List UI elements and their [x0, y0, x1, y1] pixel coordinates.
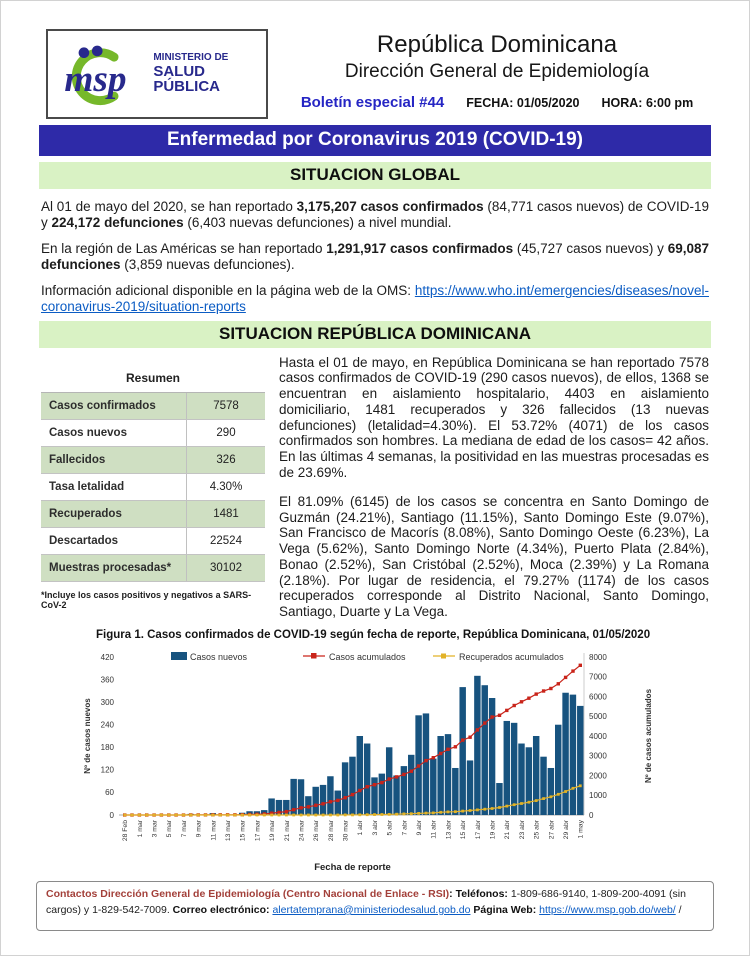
bar-casos-nuevos [562, 693, 568, 815]
line-marker [483, 808, 486, 811]
right-axis-tick-label: 0 [589, 810, 594, 820]
line-marker [278, 814, 281, 817]
line-marker [564, 676, 567, 679]
row-value: 290 [216, 426, 236, 439]
right-axis-tick-label: 4000 [589, 731, 607, 741]
x-axis-tick-label: 13 abr [445, 820, 453, 840]
line-marker [424, 759, 427, 762]
right-axis-title: Nº de casos acumulados [644, 688, 653, 784]
figure1-caption: Figura 1. Casos confirmados de COVID-19 según fecha de reporte, República Dominicana, 01/05/2020 [96, 629, 651, 642]
left-axis-tick-label: 360 [100, 675, 114, 685]
bar-casos-nuevos [540, 757, 546, 815]
bar-casos-nuevos [393, 776, 399, 816]
line-marker [138, 814, 141, 817]
line-marker [329, 800, 332, 803]
bar-casos-nuevos [504, 721, 510, 815]
line-marker [381, 813, 384, 816]
line-marker [263, 814, 266, 817]
bold-segment: 3,175,207 casos confirmados [296, 199, 484, 214]
line-marker [571, 669, 574, 672]
x-axis-tick-label: 30 mar [342, 820, 350, 842]
bar-casos-nuevos [474, 676, 480, 815]
line-marker [219, 814, 222, 817]
x-axis-tick-label: 1 may [577, 820, 585, 839]
bar-casos-nuevos [312, 787, 318, 815]
global-paragraph-2 [41, 241, 709, 273]
line-marker [131, 814, 134, 817]
line-marker [153, 814, 156, 817]
line-marker [285, 810, 288, 813]
row-value: 22524 [210, 534, 242, 547]
contact-heading: Contactos Dirección General de Epidemiología (Centro Nacional de Enlace - RSI) [46, 888, 450, 901]
line-marker [160, 814, 163, 817]
line-marker [373, 783, 376, 786]
bar-casos-nuevos [342, 762, 348, 815]
legend-label: Casos nuevos [190, 652, 248, 663]
web-label: Página Web: [473, 903, 537, 916]
bar-casos-nuevos [467, 760, 473, 815]
line-marker [469, 809, 472, 812]
bar-casos-nuevos [430, 759, 436, 815]
row-value: 1481 [213, 507, 239, 520]
global-paragraph-3 [41, 283, 709, 315]
table-row [41, 393, 265, 420]
phone-numbers: 1-809-686-9140, 1-809-200-4091 (sin cargos) y 1-829-542-7009. [46, 888, 686, 916]
line-marker [432, 756, 435, 759]
x-axis-tick-label: 3 abr [371, 820, 379, 836]
logo-text-line2: SALUD PÚBLICA [153, 62, 221, 96]
logo-dot [79, 47, 90, 58]
right-axis-tick-label: 3000 [589, 751, 607, 761]
right-axis-tick-label: 6000 [589, 692, 607, 702]
line-marker [520, 802, 523, 805]
line-marker [417, 812, 420, 815]
row-label: Casos nuevos [41, 420, 187, 446]
row-label: Fallecidos [41, 447, 187, 473]
x-axis-tick-label: 25 abr [533, 820, 541, 840]
text-segment: Información adicional disponible en la página web de la OMS: [41, 282, 415, 298]
line-marker [410, 770, 413, 773]
x-axis-tick-label: 19 abr [489, 820, 497, 840]
bar-casos-nuevos [459, 687, 465, 815]
x-axis-tick-label: 17 mar [254, 820, 262, 842]
line-marker [461, 738, 464, 741]
country-title: República Dominicana [376, 31, 618, 58]
line-marker [351, 793, 354, 796]
bar-casos-nuevos [577, 706, 583, 815]
row-label: Muestras procesadas* [41, 555, 187, 581]
line-marker [498, 806, 501, 809]
right-axis-tick-label: 2000 [589, 771, 607, 781]
bar-casos-nuevos [327, 776, 333, 815]
line-marker [204, 814, 207, 817]
x-axis-tick-label: 26 mar [313, 820, 321, 842]
right-axis-tick-label: 5000 [589, 712, 607, 722]
table-row [41, 528, 265, 555]
header [1, 1, 749, 123]
line-marker [314, 804, 317, 807]
line-marker [505, 805, 508, 808]
line-marker [432, 812, 435, 815]
line-marker [277, 811, 280, 814]
x-axis-tick-label: 9 abr [416, 820, 423, 836]
table-row [41, 501, 265, 528]
line-marker [439, 752, 442, 755]
msp-logo-graphic [52, 37, 151, 111]
bar-casos-nuevos [379, 774, 385, 815]
line-marker [513, 803, 516, 806]
x-axis-tick-label: 21 mar [283, 820, 291, 842]
msp-logo [46, 29, 268, 119]
x-axis-tick-label: 13 mar [225, 820, 232, 842]
x-axis-tick-label: 5 mar [166, 820, 174, 838]
line-marker [226, 814, 229, 817]
time-value: 6:00 pm [645, 96, 694, 110]
left-axis-tick-label: 60 [105, 788, 114, 798]
bar-casos-nuevos [357, 736, 363, 815]
legend-label: Recuperados acumulados [459, 652, 564, 663]
line-marker [542, 797, 545, 800]
line-marker [344, 814, 347, 817]
line-marker [145, 814, 148, 817]
phone-label: Teléfonos: [455, 888, 508, 901]
bar-casos-nuevos [526, 747, 532, 815]
figure1 [41, 629, 709, 875]
line-marker [373, 813, 376, 816]
bar-casos-nuevos [482, 685, 488, 815]
bulletin-date [466, 96, 579, 110]
x-axis-title: Fecha de reporte [314, 862, 391, 874]
x-axis-tick-label: 28 Feb [122, 820, 130, 842]
bold-segment: 224,172 defunciones [51, 214, 184, 230]
x-axis-tick-label: 23 abr [518, 820, 526, 840]
table-row [41, 420, 265, 447]
x-axis-tick-label: 27 abr [548, 820, 556, 840]
x-axis-tick-label: 3 mar [151, 820, 159, 838]
x-axis-tick-label: 21 abr [504, 820, 512, 840]
email-link[interactable]: alertatemprana@ministeriodesalud.gob.do [272, 903, 471, 916]
line-marker [182, 814, 185, 817]
line-marker [321, 802, 324, 805]
logo-wordmark [153, 53, 262, 95]
x-axis-tick-label: 11 mar [210, 820, 218, 841]
bar-casos-nuevos [570, 695, 576, 815]
website-link[interactable]: https://www.msp.gob.do/web/ [539, 903, 676, 916]
bar-casos-nuevos [555, 725, 561, 815]
line-marker [270, 814, 273, 817]
line-marker [564, 790, 567, 793]
text-segment: Al 01 de mayo del 2020, se han reportado [41, 199, 297, 214]
legend-marker [441, 654, 446, 659]
line-marker [351, 814, 354, 817]
date-label: FECHA: [466, 96, 514, 110]
line-marker [535, 692, 538, 695]
line-marker [307, 805, 310, 808]
text-segment: / [675, 903, 682, 916]
line-marker [572, 787, 575, 790]
logo-mark-text: msp [64, 58, 127, 100]
line-marker [366, 813, 369, 816]
line-marker [403, 813, 406, 816]
summary-table [41, 355, 265, 621]
line-marker [513, 704, 516, 707]
bar-casos-nuevos [548, 768, 554, 815]
bulletin-meta-row [273, 94, 721, 111]
bar-casos-nuevos [320, 785, 326, 815]
row-value: 30102 [210, 561, 242, 574]
legend-label: Casos acumulados [329, 652, 406, 663]
footer-contact [36, 881, 714, 931]
line-marker [535, 799, 538, 802]
left-axis-tick-label: 420 [100, 652, 114, 662]
table-row [41, 474, 265, 501]
line-marker [454, 810, 457, 813]
x-axis-tick-label: 1 mar [136, 820, 144, 838]
line-marker [410, 812, 413, 815]
text-segment: (84,771 casos nuevos) de COVID-19 y [41, 199, 710, 230]
line-marker [505, 709, 508, 712]
line-marker [167, 814, 170, 817]
table-row [41, 555, 265, 582]
bar-casos-nuevos [408, 755, 414, 815]
line-marker [527, 697, 530, 700]
x-axis-tick-label: 29 abr [563, 820, 570, 840]
line-marker [388, 777, 391, 780]
logo-dot [92, 46, 103, 57]
main-title-banner: Enfermedad por Coronavirus 2019 (COVID-19) [39, 125, 711, 156]
rd-paragraph-2: El 81.09% (6145) de los casos se concentra en Santo Domingo de Guzmán (24.21%), Santiago (11.15%), Santo Domingo Este (9.07%), San Francisco de Macorís (8.08%), Santo Domingo Oeste (6.23%), La Vega (5.62%), Santo Domingo Norte (4.34%), Puerto Plata (2.84%), Bonao (2.52%), San Cristóbal (2.52%), Moca (2.39%) y La Romana (2.18%). Por lugar de residencia, el 79.27% (1174) de los casos recuperados corresponde al Distrito Nacional, Santo Domingo, Santiago, Duarte y La Vega. [279, 493, 709, 620]
row-label: Recuperados [41, 501, 187, 527]
line-marker [380, 781, 383, 784]
who-situation-reports-link[interactable]: https://www.who.int/emergencies/diseases/novel-coronavirus-2019/situation-reports [41, 282, 709, 314]
line-marker [402, 773, 405, 776]
line-marker [491, 807, 494, 810]
right-axis-tick-label: 1000 [589, 791, 607, 801]
line-marker [447, 811, 450, 814]
line-marker [579, 784, 582, 787]
row-value: 7578 [213, 399, 239, 412]
line-marker [189, 814, 192, 817]
line-marker [528, 801, 531, 804]
x-axis-tick-label: 5 abr [386, 820, 394, 836]
x-axis-tick-label: 7 mar [180, 820, 188, 838]
summary-table-rows [41, 392, 265, 582]
line-marker [549, 687, 552, 690]
text-segment: (3,859 nuevas defunciones). [120, 256, 295, 272]
summary-table-title: Resumen [125, 370, 181, 385]
bar-casos-nuevos [452, 768, 458, 815]
line-marker [329, 814, 332, 817]
line-marker [336, 799, 339, 802]
line-marker [461, 810, 464, 813]
time-label: HORA: [601, 96, 643, 110]
row-value: 326 [216, 453, 236, 466]
left-axis-tick-label: 0 [109, 810, 114, 820]
global-paragraph-1 [41, 199, 709, 231]
bar-casos-nuevos [364, 744, 370, 815]
email-label: Correo electrónico: [172, 903, 270, 916]
line-marker [212, 814, 215, 817]
bold-segment: 1,291,917 casos confirmados [326, 240, 514, 256]
bold-segment: 69,087 defunciones [41, 240, 709, 272]
line-marker [248, 814, 251, 817]
bar-casos-nuevos [298, 779, 304, 815]
left-axis-tick-label: 240 [100, 720, 114, 730]
x-axis-tick-label: 24 mar [298, 820, 306, 842]
row-value: 4.30% [209, 480, 243, 493]
direction-title: Dirección General de Epidemiología [344, 61, 650, 82]
row-label: Tasa letalidad [41, 474, 187, 500]
line-marker [234, 814, 237, 817]
line-marker [314, 814, 317, 817]
x-axis-tick-label: 15 abr [460, 820, 468, 840]
line-marker [344, 796, 347, 799]
x-axis-tick-label: 28 mar [327, 820, 335, 842]
line-marker [490, 715, 493, 718]
bulletin-number: Boletín especial #44 [300, 94, 445, 111]
line-marker [285, 814, 288, 817]
line-marker [542, 689, 545, 692]
x-axis-tick-label: 9 mar [195, 820, 203, 838]
line-marker [292, 808, 295, 811]
x-axis-tick-label: 19 mar [269, 820, 277, 842]
bar-casos-nuevos [533, 736, 539, 815]
line-marker [358, 789, 361, 792]
left-axis-title: Nº de casos nuevos [83, 698, 92, 774]
line-marker [366, 785, 369, 788]
line-marker [550, 795, 553, 798]
bar-casos-nuevos [496, 783, 502, 815]
legend-marker [311, 653, 317, 659]
line-marker [476, 809, 479, 812]
line-marker [241, 814, 244, 817]
bulletin-time [601, 96, 693, 110]
logo-text-line1: MINISTERIO DE [153, 52, 229, 63]
line-marker [498, 714, 501, 717]
line-marker [395, 813, 398, 816]
line-marker [468, 736, 471, 739]
x-axis-tick-label: 7 abr [401, 820, 409, 836]
text-segment: En la región de Las Américas se han reportado [41, 240, 327, 256]
bar-casos-nuevos [349, 757, 355, 815]
header-titles [273, 31, 721, 111]
line-marker [483, 721, 486, 724]
line-marker [446, 748, 449, 751]
x-axis-tick-label: 11 abr [430, 820, 438, 839]
rd-section-heading: SITUACION REPÚBLICA DOMINICANA [39, 321, 711, 348]
x-axis-tick-label: 15 mar [239, 820, 247, 842]
rd-paragraph-1: Hasta el 01 de mayo, en República Dominicana se han reportado 7578 casos confirmados de COVID-19 (290 casos nuevos), de ellos, 1368 se encuentran en aislamiento hospitalario, 4403 en aislamiento domiciliario, 1481 recuperados y 326 fallecidos (13 nuevas defunciones) (letalidad=4.30%). El 53.72% (4071) de los casos confirmados son hombres. La mediana de edad de los casos= 42 años. En las últimas 4 semanas, la positividad en las muestras procesadas es de 23.69%. [279, 354, 709, 480]
line-marker [557, 682, 560, 685]
line-marker [557, 793, 560, 796]
line-marker [299, 806, 302, 809]
table-footnote: *Incluye los casos positivos y negativos a SARS-CoV-2 [41, 589, 252, 610]
line-marker [292, 814, 295, 817]
bar-casos-nuevos [423, 713, 429, 815]
line-marker [425, 812, 428, 815]
line-marker [476, 728, 479, 731]
text-segment: (6,403 nuevas defunciones) a nivel mundial. [183, 214, 452, 230]
row-label: Descartados [41, 528, 187, 554]
line-marker [520, 700, 523, 703]
line-marker [300, 814, 303, 817]
text-segment: : [449, 888, 456, 901]
global-section-heading: SITUACION GLOBAL [39, 162, 711, 189]
right-axis-tick-label: 8000 [589, 652, 607, 662]
line-marker [439, 811, 442, 814]
left-axis-tick-label: 180 [100, 743, 114, 753]
line-marker [358, 813, 361, 816]
bar-casos-nuevos [335, 791, 341, 815]
text-segment: (45,727 casos nuevos) y [513, 240, 668, 256]
left-axis-tick-label: 300 [100, 697, 114, 707]
bar-casos-nuevos [437, 736, 443, 815]
bar-casos-nuevos [386, 747, 392, 815]
row-label: Casos confirmados [41, 393, 187, 419]
line-marker [322, 814, 325, 817]
rd-content-columns [41, 355, 709, 621]
rd-paragraphs [279, 355, 709, 621]
line-marker [454, 745, 457, 748]
line-marker [579, 664, 582, 667]
line-marker [197, 814, 200, 817]
table-row [41, 447, 265, 474]
line-marker [388, 813, 391, 816]
line-marker [336, 814, 339, 817]
bar-casos-nuevos [511, 723, 517, 815]
left-axis-tick-label: 120 [100, 765, 114, 775]
bar-casos-nuevos [445, 734, 451, 815]
right-axis-tick-label: 7000 [589, 672, 607, 682]
x-axis-tick-label: 1 abr [357, 820, 365, 836]
line-marker [123, 814, 126, 817]
figure1-chart [81, 643, 661, 875]
legend-swatch-casos-nuevos [171, 652, 187, 660]
line-marker [175, 814, 178, 817]
line-marker [307, 814, 310, 817]
line-marker [417, 764, 420, 767]
x-axis-tick-label: 17 abr [474, 820, 482, 840]
line-marker [256, 814, 259, 817]
line-marker [395, 775, 398, 778]
date-value: 01/05/2020 [516, 96, 580, 110]
